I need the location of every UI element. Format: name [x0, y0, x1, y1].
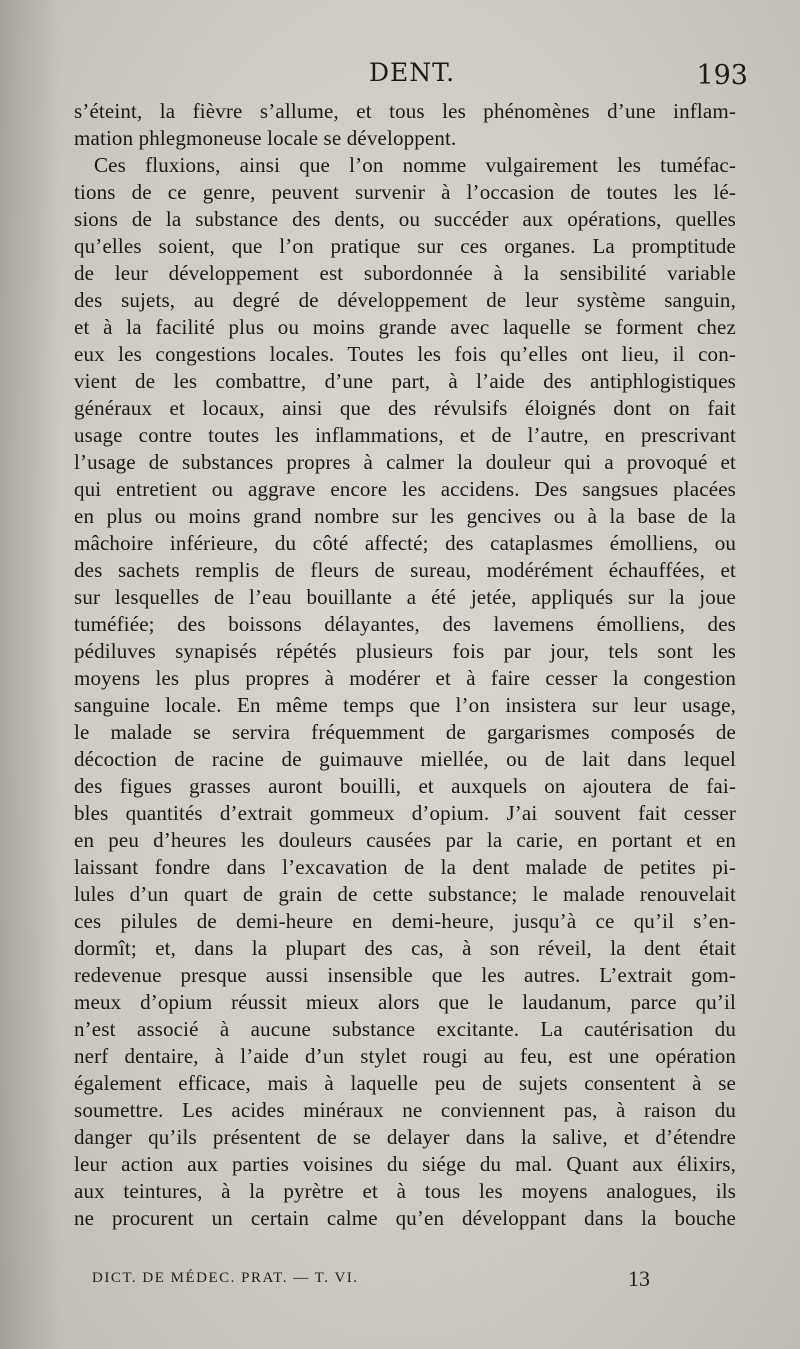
text-line: également efficace, mais à laquelle peu de sujets consentent à se: [74, 1071, 736, 1095]
text-line: qui entretient ou aggrave encore les accidens. Des sangsues placées: [74, 477, 736, 501]
text-line: danger qu’ils présentent de se delayer dans la salive, et d’étendre: [74, 1125, 736, 1149]
text-line: meux d’opium réussit mieux alors que le laudanum, parce qu’il: [74, 990, 736, 1014]
page-footer: [92, 1266, 650, 1296]
text-line: tuméfiée; des boissons délayantes, des lavemens émolliens, des: [74, 612, 736, 636]
text-line: nerf dentaire, à l’aide d’un stylet rougi au feu, est une opération: [74, 1044, 736, 1068]
text-line: qu’elles soient, que l’on pratique sur ces organes. La promptitude: [74, 234, 736, 258]
text-line: décoction de racine de guimauve miellée, ou de lait dans lequel: [74, 747, 736, 771]
text-line: des sachets remplis de fleurs de sureau, modérément échauffées, et: [74, 558, 736, 582]
signature-line: DICT. DE MÉDEC. PRAT. — T. VI.: [92, 1270, 359, 1286]
text-line: ces pilules de demi-heure en demi-heure, jusqu’à ce qu’il s’en-: [74, 909, 736, 933]
text-line: en plus ou moins grand nombre sur les gencives ou à la base de la: [74, 504, 736, 528]
text-line: et à la facilité plus ou moins grande avec laquelle se forment chez: [74, 315, 736, 339]
text-line: sur lesquelles de l’eau bouillante a été jetée, appliqués sur la joue: [74, 585, 736, 609]
text-line: n’est associé à aucune substance excitante. La cautérisation du: [74, 1017, 736, 1041]
text-line: Ces fluxions, ainsi que l’on nomme vulgairement les tuméfac-: [94, 153, 736, 177]
text-line: des sujets, au degré de développement de leur système sanguin,: [74, 288, 736, 312]
text-line: sanguine locale. En même temps que l’on insistera sur leur usage,: [74, 693, 736, 717]
running-head: [74, 58, 750, 94]
text-line: pédiluves synapisés répétés plusieurs fois par jour, tels sont les: [74, 639, 736, 663]
text-line: bles quantités d’extrait gommeux d’opium. J’ai souvent fait cesser: [74, 801, 736, 825]
text-line: de leur développement est subordonnée à la sensibilité variable: [74, 261, 736, 285]
text-line: soumettre. Les acides minéraux ne conviennent pas, à raison du: [74, 1098, 736, 1122]
text-line: aux teintures, à la pyrètre et à tous les moyens analogues, ils: [74, 1179, 736, 1203]
text-line: l’usage de substances propres à calmer la douleur qui a provoqué et: [74, 450, 736, 474]
page-number: 193: [696, 60, 748, 91]
text-line: mâchoire inférieure, du côté affecté; des cataplasmes émolliens, ou: [74, 531, 736, 555]
text-line: ne procurent un certain calme qu’en développant dans la bouche: [74, 1206, 736, 1230]
running-title: DENT.: [368, 58, 456, 87]
signature-mark: 13: [628, 1266, 650, 1291]
text-line: laissant fondre dans l’excavation de la dent malade de petites pi-: [74, 855, 736, 879]
text-line: généraux et locaux, ainsi que des révulsifs éloignés dont on fait: [74, 396, 736, 420]
body-text: [74, 98, 736, 1232]
text-line: lules d’un quart de grain de cette substance; le malade renouvelait: [74, 882, 736, 906]
text-line: tions de ce genre, peuvent survenir à l’occasion de toutes les lé-: [74, 180, 736, 204]
text-line: en peu d’heures les douleurs causées par la carie, en portant et en: [74, 828, 736, 852]
text-line: s’éteint, la fièvre s’allume, et tous les phénomènes d’une inflam-: [74, 99, 736, 123]
text-line: des figues grasses auront bouilli, et auxquels on ajoutera de fai-: [74, 774, 736, 798]
text-line: eux les congestions locales. Toutes les fois qu’elles ont lieu, il con-: [74, 342, 736, 366]
text-line: le malade se servira fréquemment de gargarismes composés de: [74, 720, 736, 744]
text-line: mation phlegmoneuse locale se développent.: [74, 126, 457, 150]
text-line: vient de les combattre, d’une part, à l’aide des antiphlogistiques: [74, 369, 736, 393]
text-line: leur action aux parties voisines du siége du mal. Quant aux élixirs,: [74, 1152, 736, 1176]
text-line: usage contre toutes les inflammations, et de l’autre, en prescrivant: [74, 423, 736, 447]
text-line: dormît; et, dans la plupart des cas, à son réveil, la dent était: [74, 936, 736, 960]
text-line: sions de la substance des dents, ou succéder aux opérations, quelles: [74, 207, 736, 231]
text-line: redevenue presque aussi insensible que les autres. L’extrait gom-: [74, 963, 736, 987]
text-line: moyens les plus propres à modérer et à faire cesser la congestion: [74, 666, 736, 690]
